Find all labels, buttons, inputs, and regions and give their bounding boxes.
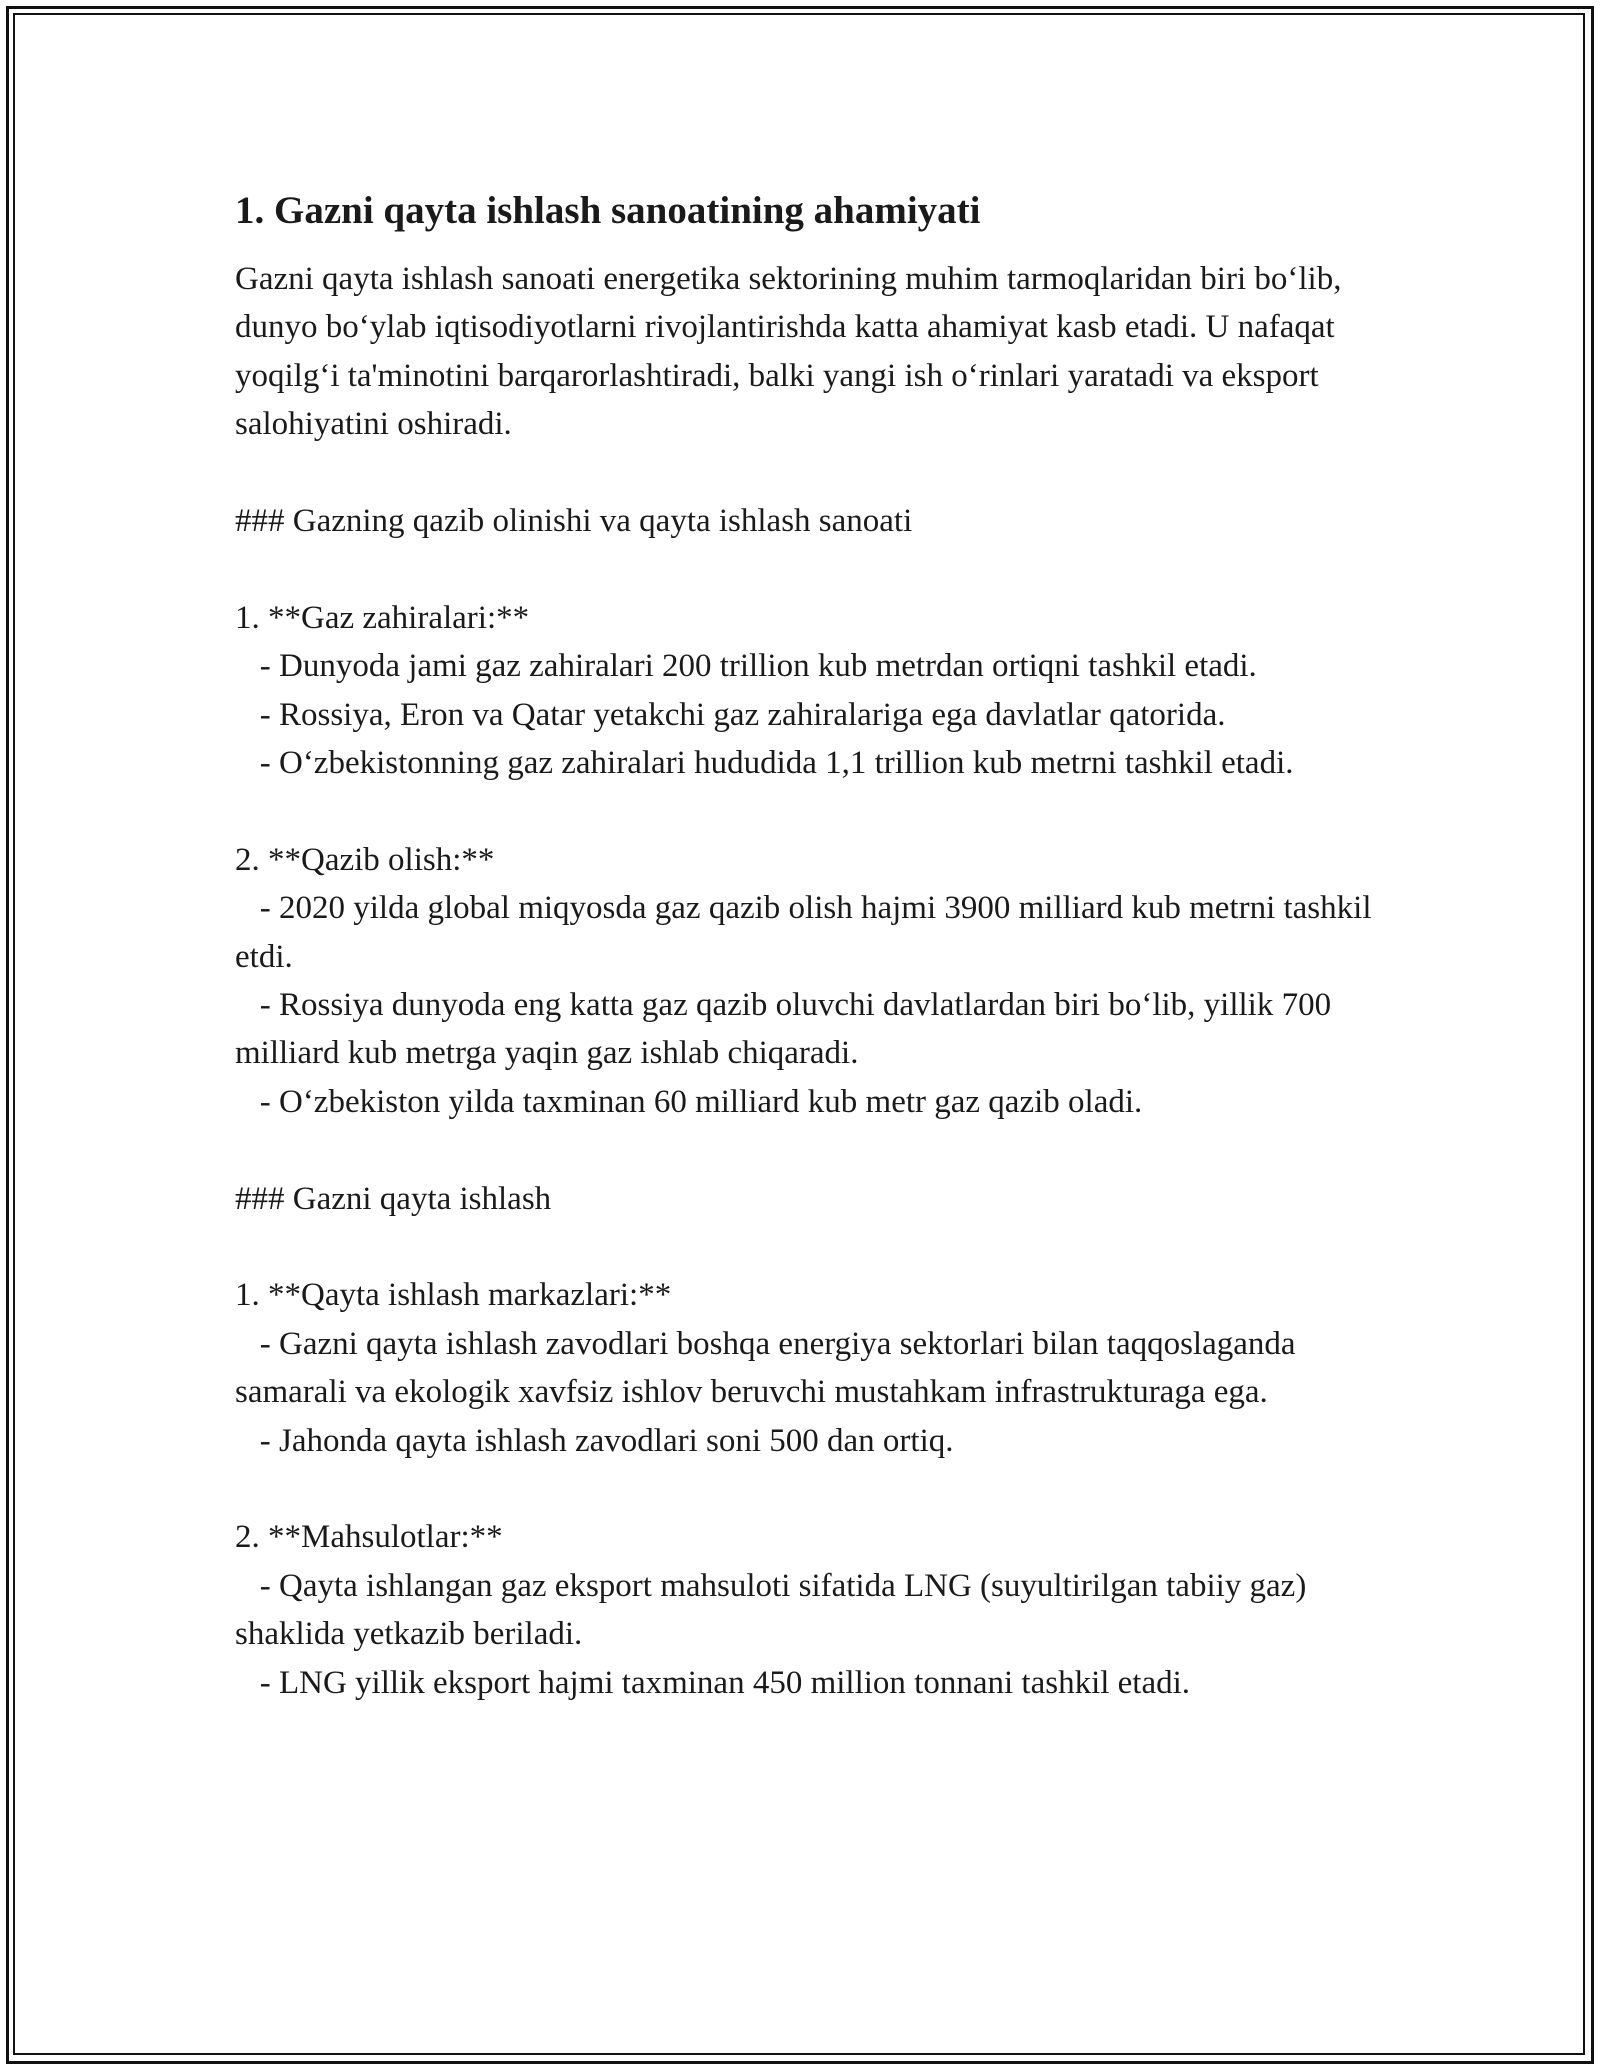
list-item-text: - Gazni qayta ishlash zavodlari boshqa energiya sektorlari bilan taqqoslaganda samarali va ekologik xavfsiz ishlov beruvchi mustahkam infrastrukturaga ega. [235,1325,1296,1411]
list-item [235,981,1385,1078]
list-item [235,1659,1385,1707]
document-page [235,186,1385,1707]
list-item-text: - 2020 yilda global miqyosda gaz qazib olish hajmi 3900 milliard kub metrni tashkil etdi. [235,890,1372,975]
list-item-text: - O‘zbekistonning gaz zahiralari hududida 1,1 trillion kub metrni tashkil etadi. [259,745,1294,782]
section-heading-extraction: ### Gazning qazib olinishi va qayta ishlash sanoati [235,503,913,540]
list-item [235,1562,1385,1659]
list-item-text: - Jahonda qayta ishlash zavodlari soni 500 dan ortiq. [259,1422,954,1459]
list-title-extraction: 2. **Qazib olish:** [235,841,495,878]
list-item-text: - Rossiya dunyoda eng katta gaz qazib oluvchi davlatlardan biri bo‘lib, yillik 700 milliard kub metrga yaqin gaz ishlab chiqaradi. [235,987,1332,1072]
document-body [235,255,1385,1707]
list-item [235,1320,1385,1417]
list-item-text: - Qayta ishlangan gaz eksport mahsuloti sifatida LNG (suyultirilgan tabiiy gaz) shaklida yetkazib beriladi. [235,1567,1307,1653]
blank-line [235,545,1385,593]
blank-line [235,1126,1385,1174]
blank-line [235,449,1385,497]
list-item-text: - O‘zbekiston yilda taxminan 60 milliard kub metr gaz qazib oladi. [259,1083,1143,1120]
list-item [235,884,1385,981]
document-title: 1. Gazni qayta ishlash sanoatining ahamiyati [235,189,981,232]
section-heading-processing: ### Gazni qayta ishlash [235,1180,552,1217]
list-item [235,1417,1385,1465]
intro-paragraph: Gazni qayta ishlash sanoati energetika sektorining muhim tarmoqlaridan biri bo‘lib, dunyo bo‘ylab iqtisodiyotlarni rivojlantirishda katta ahamiyat kasb etadi. U nafaqat yoqilg‘i ta'minotini barqarorlashtiradi, balki yangi ish o‘rinlari yaratadi va eksport salohiyatini oshiradi. [235,261,1342,443]
list-title-products: 2. **Mahsulotlar:** [235,1519,503,1556]
list-item-text: - Rossiya, Eron va Qatar yetakchi gaz zahiralariga ega davlatlar qatorida. [259,696,1226,733]
list-item [235,739,1385,787]
list-item [235,691,1385,739]
list-item-text: - LNG yillik eksport hajmi taxminan 450 million tonnani tashkil etadi. [259,1664,1191,1701]
blank-line [235,1223,1385,1271]
blank-line [235,1465,1385,1513]
blank-line [235,787,1385,835]
list-item [235,642,1385,690]
list-title-processing-centers: 1. **Qayta ishlash markazlari:** [235,1277,672,1314]
list-item [235,1078,1385,1126]
list-item-text: - Dunyoda jami gaz zahiralari 200 trillion kub metrdan ortiqni tashkil etadi. [259,648,1257,685]
list-title-reserves: 1. **Gaz zahiralari:** [235,599,530,636]
